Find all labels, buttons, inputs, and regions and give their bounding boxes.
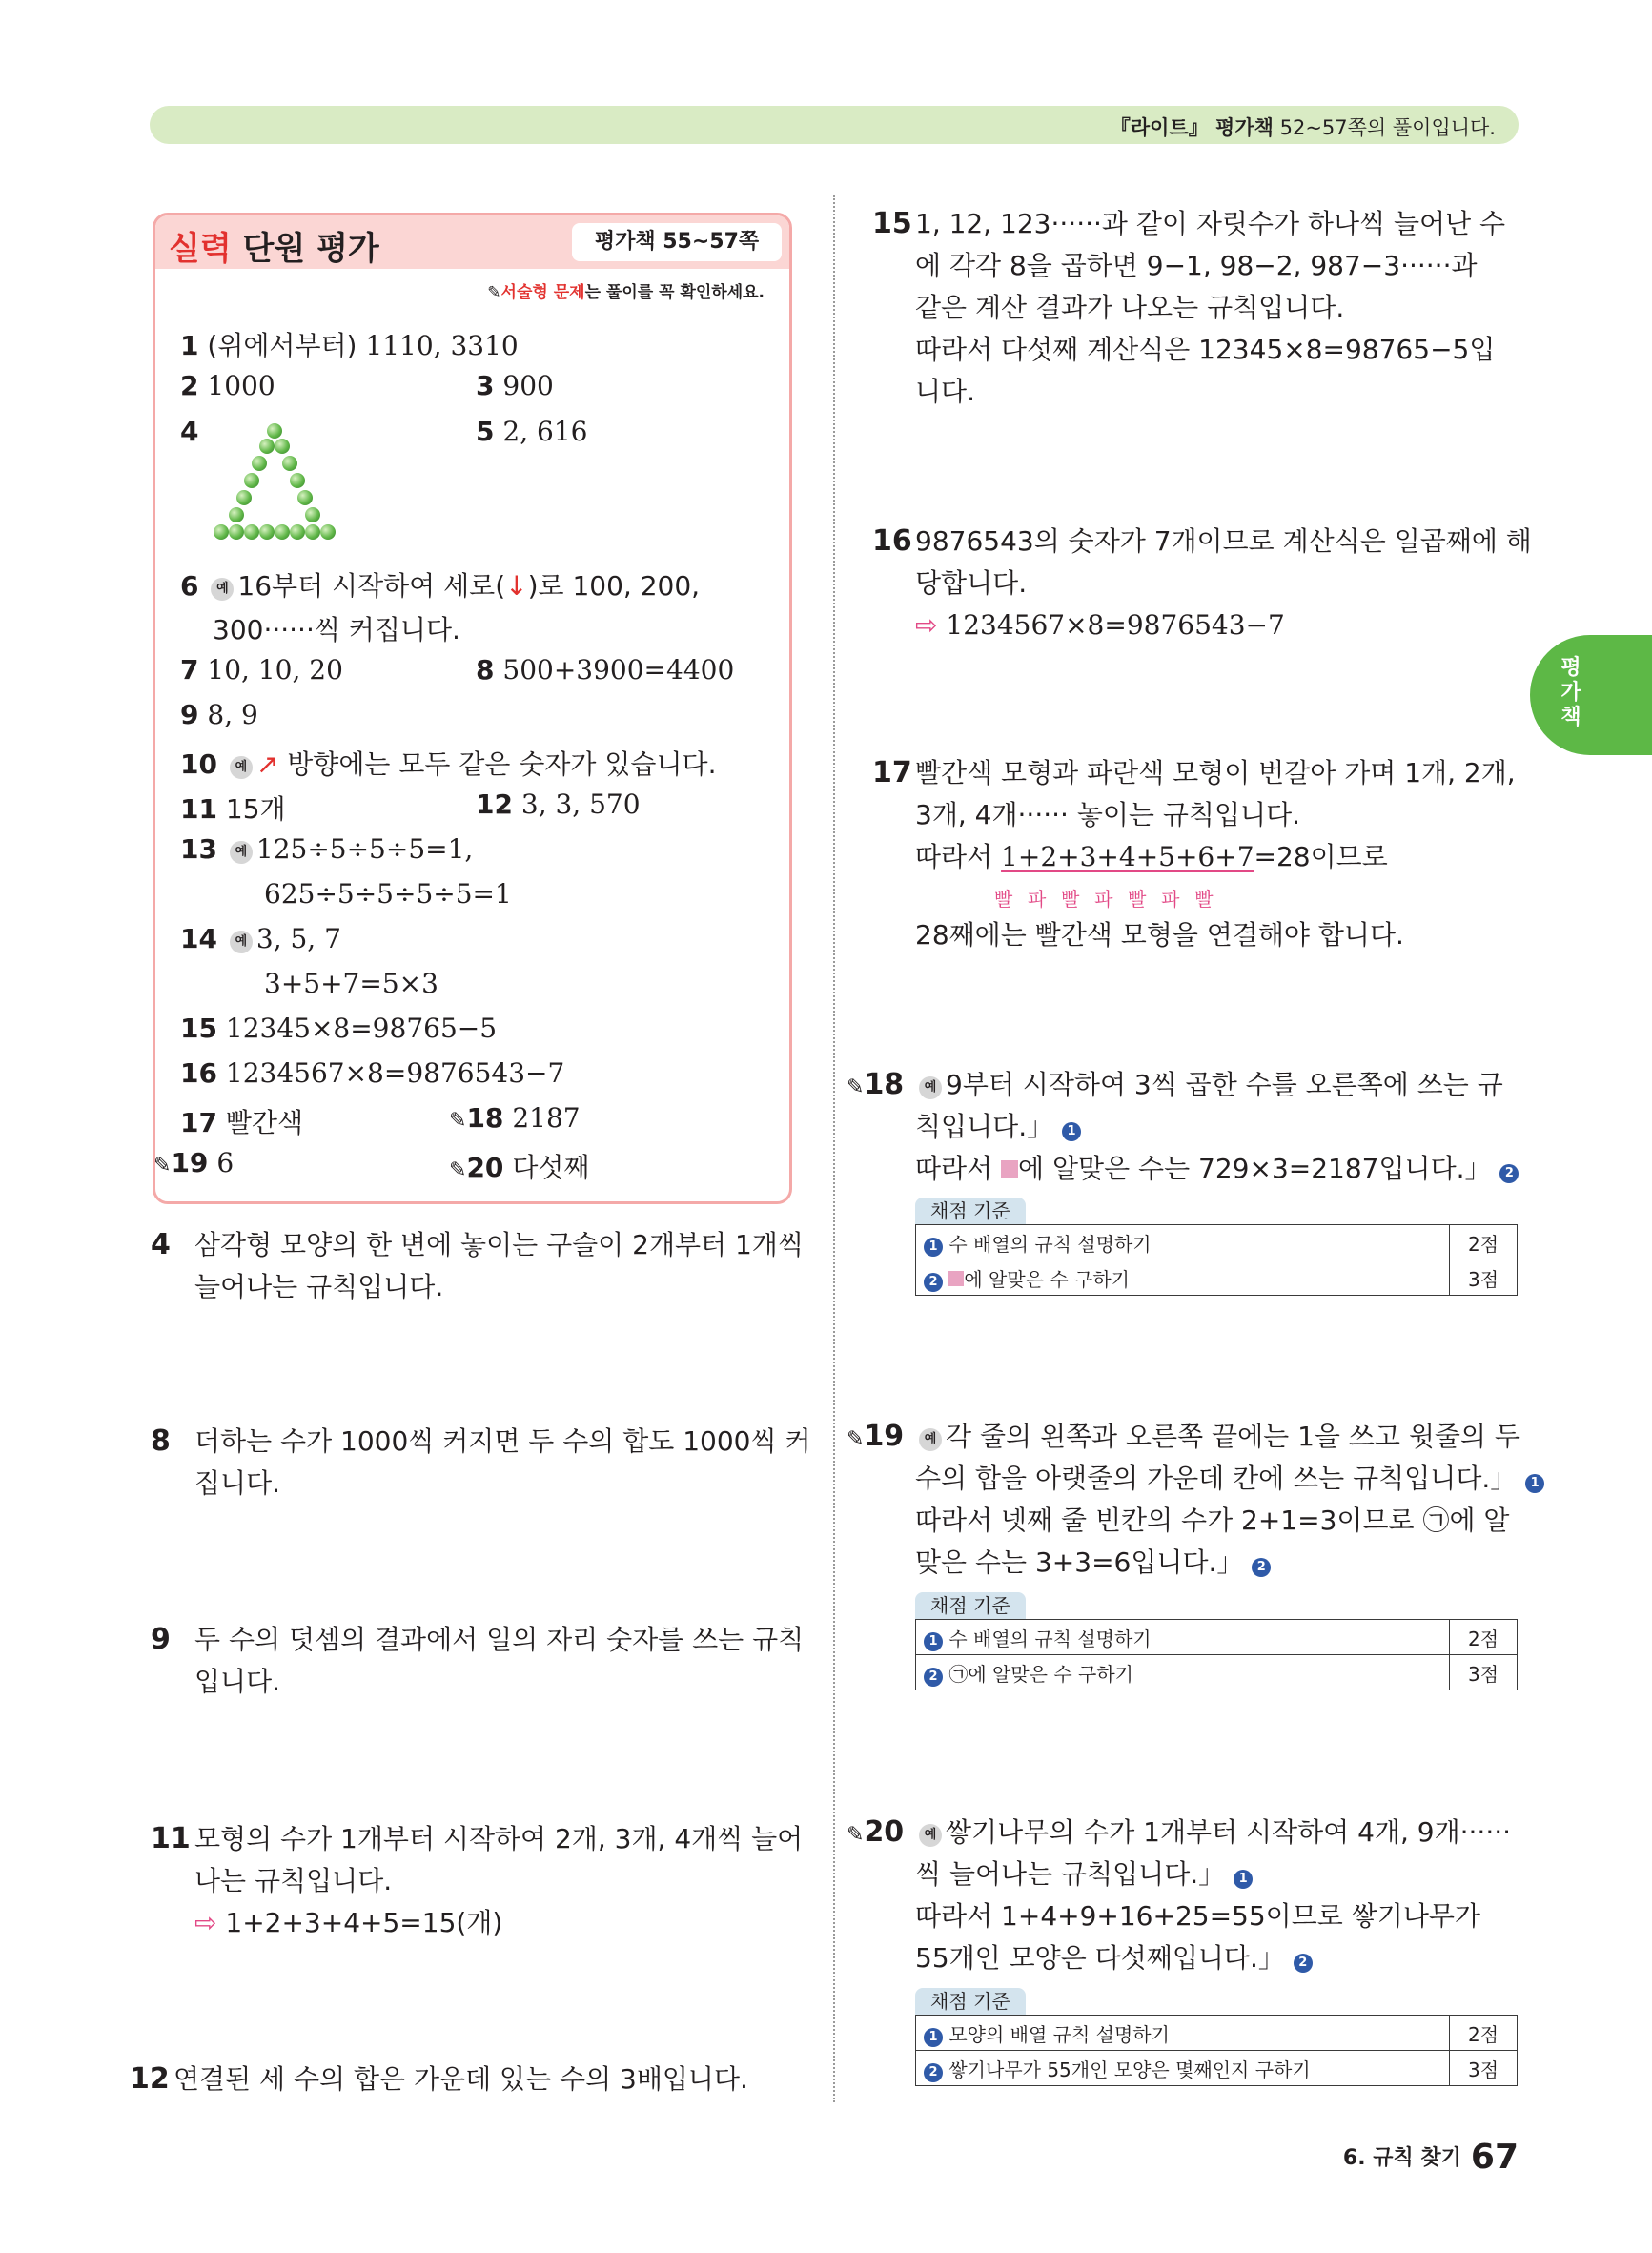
summary-title (169, 222, 379, 269)
notice-rest: 는 풀이를 꼭 확인하세요. (584, 283, 765, 302)
bead-triangle (213, 423, 337, 538)
arrow-icon: ⇨ (915, 609, 938, 641)
answer-17: 17 빨간색 (180, 1107, 304, 1138)
table-row: 2 에 알맞은 수 구하기 3점 (916, 1260, 1518, 1296)
answer-14: 14 예 3, 5, 7 (180, 923, 341, 954)
giyeok-circle-icon: ㉠ (948, 1662, 969, 1686)
solution-12: 12 연결된 세 수의 합은 가운데 있는 수의 3배입니다. (130, 2062, 748, 2096)
step-2-icon: 2 (1252, 1558, 1271, 1577)
step-1-icon: 1 (1062, 1122, 1081, 1141)
page-footer (1343, 2138, 1519, 2177)
bead (244, 524, 259, 540)
solution-20: ✎20 예 쌓기나무의 수가 1개부터 시작하여 4개, 9개······ 씩 늘어나는 규칙입니다.」 1 따라서 1+4+9+16+25=55이므로 쌓기나무가 55개인 모양은 다섯째입니다.」 2 (846, 1815, 1512, 1974)
bead (290, 473, 305, 488)
bead (305, 507, 320, 522)
answer-15: 15 12345×8=98765−5 (180, 1013, 498, 1044)
bead (275, 439, 290, 454)
side-tab-label: 평가책 (1560, 656, 1581, 729)
bead (267, 423, 282, 439)
scoring-table-18 (915, 1224, 1518, 1296)
arrow-icon: ⇨ (194, 1907, 217, 1938)
answer-6-cont: 300······씩 커집니다. (213, 614, 460, 645)
answer-8: 8 500+3900=4400 (476, 654, 735, 686)
answer-7: 7 10, 10, 20 (180, 654, 343, 686)
pencil-icon: ✎ (449, 1158, 467, 1182)
bead (290, 524, 305, 540)
alternating-sum: 1+2+3+4+5+6+7 (1001, 841, 1254, 872)
bead (214, 524, 229, 540)
answer-4: 4 (180, 416, 199, 447)
answer-14-cont: 3+5+7=5×3 (264, 968, 438, 999)
bead (305, 524, 320, 540)
bead (236, 490, 252, 505)
pencil-icon: ✎ (487, 283, 501, 302)
answer-5: 5 2, 616 (476, 416, 588, 447)
bead (297, 490, 313, 505)
solution-19: ✎19 예 각 줄의 왼쪽과 오른쪽 끝에는 1을 쓰고 윗줄의 두 수의 합을 아랫줄의 가운데 칸에 쓰는 규칙입니다.」 1 따라서 넷째 줄 빈칸의 수가 2+1=3이므로 ㉠에 알 맞은 수는 3+3=6입니다.」 2 (846, 1416, 904, 1461)
answer-9: 9 8, 9 (180, 699, 258, 730)
scoring-tag-18: 채점 기준 (915, 1198, 1026, 1224)
pink-square-icon (1001, 1160, 1018, 1178)
summary-notice (487, 278, 765, 302)
bead (229, 524, 244, 540)
bead (229, 507, 244, 522)
answer-6: 6 예 16부터 시작하여 세로(↓)로 100, 200, (180, 570, 701, 602)
diagonal-arrow-icon: ↗ (255, 748, 279, 780)
summary-page-ref: 평가책 55~57쪽 (572, 223, 782, 261)
bead (244, 473, 259, 488)
example-badge: 예 (919, 1428, 942, 1451)
giyeok-circle-icon: ㉠ (1422, 1505, 1450, 1536)
answer-1: 1 (위에서부터) 1110, 3310 (180, 330, 519, 361)
step-2-icon: 2 (1294, 1954, 1313, 1973)
table-row: 1 모양의 배열 규칙 설명하기 2점 (916, 2016, 1518, 2051)
side-tab (1530, 635, 1652, 755)
answer-11: 11 15개 (180, 793, 286, 825)
step-2-icon: 2 (1499, 1164, 1519, 1183)
solution-11: 11 모형의 수가 1개부터 시작하여 2개, 3개, 4개씩 늘어 나는 규칙입니다. ⇨ 1+2+3+4+5=15(개) (151, 1822, 804, 1938)
scoring-tag-19: 채점 기준 (915, 1592, 1026, 1619)
footer-chapter: 6. 규칙 찾기 (1342, 2146, 1461, 2170)
example-badge: 예 (211, 578, 234, 601)
summary-title-highlight: 실력 (169, 230, 232, 268)
solution-17: 17 빨간색 모형과 파란색 모형이 번갈아 가며 1개, 2개, 3개, 4개······ 놓이는 규칙입니다. 따라서 1+2+3+4+5+6+7=28이므로 빨 파 빨 파 빨 파 빨 28째에는 빨간색 모형을 연결해야 합니다. (872, 756, 1516, 951)
color-labels: 빨 파 빨 파 빨 파 빨 (994, 888, 1214, 911)
example-badge: 예 (919, 1076, 942, 1099)
header-text (1111, 113, 1496, 141)
answer-19: ✎19 6 (153, 1147, 235, 1178)
summary-answer-box (153, 213, 792, 1204)
bead (275, 524, 290, 540)
solution-18: ✎18 예 9부터 시작하여 3씩 곱한 수를 오른쪽에 쓰는 규 칙입니다.」 1 따라서 에 알맞은 수는 729×3=2187입니다.」 2 (846, 1064, 904, 1109)
answer-13-cont: 625÷5÷5÷5÷5=1 (264, 878, 512, 910)
table-row: 1 수 배열의 규칙 설명하기 2점 (916, 1620, 1518, 1655)
example-badge: 예 (230, 756, 253, 779)
answer-10: 10 예 ↗ 방향에는 모두 같은 숫자가 있습니다. (180, 748, 717, 780)
bead (259, 524, 275, 540)
step-1-icon: 1 (1234, 1870, 1253, 1889)
column-divider (833, 195, 835, 2102)
bead (252, 456, 267, 471)
pink-square-icon (948, 1271, 964, 1286)
table-row: 1 수 배열의 규칙 설명하기 2점 (916, 1225, 1518, 1260)
pencil-icon: ✎ (846, 1075, 865, 1099)
answer-12: 12 3, 3, 570 (476, 789, 641, 820)
scoring-table-20 (915, 2015, 1518, 2086)
answer-16: 16 1234567×8=9876543−7 (180, 1057, 565, 1089)
solution-9: 9 두 수의 덧셈의 결과에서 일의 자리 숫자를 쓰는 규칙 입니다. (151, 1623, 805, 1697)
example-badge: 예 (919, 1824, 942, 1847)
pencil-icon: ✎ (846, 1427, 865, 1451)
bead (259, 439, 275, 454)
header-book: 『라이트』 평가책 (1110, 116, 1274, 139)
answer-13: 13 예 125÷5÷5÷5=1, (180, 833, 474, 865)
scoring-table-19 (915, 1619, 1518, 1690)
answer-20: ✎20 다섯째 (449, 1152, 590, 1183)
pencil-icon: ✎ (153, 1154, 172, 1178)
page-number: 67 (1470, 2138, 1519, 2177)
notice-red: 서술형 문제 (500, 283, 585, 302)
header-bar (150, 106, 1519, 144)
header-pages: 52~57쪽의 풀이입니다. (1279, 116, 1496, 139)
bead (320, 524, 336, 540)
solution-4: 4 삼각형 모양의 한 변에 놓이는 구슬이 2개부터 1개씩 늘어나는 규칙입니다. (151, 1228, 804, 1302)
table-row: 2 쌓기나무가 55개인 모양은 몇째인지 구하기 3점 (916, 2051, 1518, 2086)
summary-title-rest: 단원 평가 (231, 230, 379, 268)
answer-2: 2 1000 (180, 370, 275, 401)
table-row: 2 ㉠에 알맞은 수 구하기 3점 (916, 1655, 1518, 1690)
step-1-icon: 1 (1525, 1474, 1544, 1493)
solution-16: 16 9876543의 숫자가 7개이므로 계산식은 일곱째에 해 당합니다. ⇨ 1234567×8=9876543−7 (872, 524, 1532, 641)
pencil-icon: ✎ (846, 1823, 865, 1847)
pencil-icon: ✎ (449, 1109, 467, 1133)
bead (282, 456, 297, 471)
answer-3: 3 900 (476, 370, 554, 401)
solution-15: 15 1, 12, 123······과 같이 자릿수가 하나씩 늘어난 수 에 각각 8을 곱하면 9−1, 98−2, 987−3······과 같은 계산 결과가 나오는 규칙입니다. 따라서 다섯째 계산식은 12345×8=98765−5입 니다. (872, 207, 1506, 407)
answer-18: ✎18 2187 (449, 1102, 581, 1134)
example-badge: 예 (230, 841, 253, 864)
down-arrow-icon: ↓ (505, 570, 528, 602)
solution-8: 8 더하는 수가 1000씩 커지면 두 수의 합도 1000씩 커 집니다. (151, 1424, 811, 1499)
scoring-tag-20: 채점 기준 (915, 1988, 1026, 2015)
example-badge: 예 (230, 931, 253, 953)
